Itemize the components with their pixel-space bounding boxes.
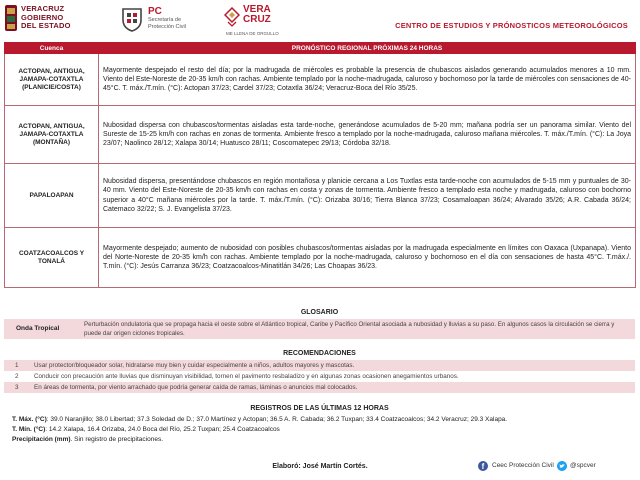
pc-logo-mark: PC bbox=[148, 6, 162, 17]
recommendation-number: 3 bbox=[15, 384, 19, 391]
coat-of-arms-icon bbox=[120, 6, 144, 32]
vera-cruz-slogan: ME LLENA DE ORGULLO bbox=[226, 31, 279, 36]
veracruz-emblem-icon bbox=[4, 4, 18, 32]
registro-tmin bbox=[12, 426, 632, 434]
tmax-label: T. Máx. (°C) bbox=[12, 416, 47, 423]
region-forecast: Nubosidad dispersa con chubascos/tormentas aisladas esta tarde-noche, generándose acumulados de 5-20 mm; mañana podría ser un panorama similar. Viento del Sureste de 15-25 km/h con rachas en zonas de tormenta. Ambiente fresco a templado por la noche-madrugada, caluroso mañana miércoles. T. máx./T.mín. (°C): La Joya 23/07; Naolinco 28/12; Xalapa 30/14; Huatusco 28/11; Coscomatepec 29/13; Córdoba 32/18. bbox=[99, 106, 636, 164]
region-name: COATZACOALCOS Y TONALÁ bbox=[5, 228, 99, 288]
forecast-table bbox=[4, 42, 636, 288]
vera-cruz-knot-icon bbox=[224, 7, 240, 27]
tmax-values: : 39.0 Naranjillo; 38.0 Libertad; 37.3 Soledad de D.; 37.0 Martínez y Actopan; 36.5 A. R. Cabada; 36.2 Tuxpan; 33.4 Coatzacoalcos; 34.2 Veracruz; 29.3 Xalapa. bbox=[46, 416, 508, 423]
twitter-handle[interactable]: @spcver bbox=[570, 462, 596, 469]
glosario-title: GLOSARIO bbox=[300, 309, 339, 316]
region-name: PAPALOAPAN bbox=[5, 164, 99, 228]
list-item bbox=[4, 360, 635, 371]
registros-title: REGISTROS DE LAS ÚLTIMAS 12 HORAS bbox=[250, 405, 389, 412]
vera-cruz-logo: VERA CRUZ bbox=[243, 4, 271, 25]
twitter-icon[interactable] bbox=[557, 461, 567, 471]
recommendation-number: 1 bbox=[15, 362, 19, 369]
recommendation-text: Conducir con precaución ante lluvias que disminuyan visibilidad, tornen el pavimento resbaladizo y en algunas zonas ocasionen anegamientos urbanos. bbox=[34, 373, 459, 380]
list-item bbox=[4, 371, 635, 382]
tmin-label: T. Mín. (°C) bbox=[12, 426, 46, 433]
region-name: ACTOPAN, ANTIGUA, JAMAPA-COTAXTLA (PLANICIE/COSTA) bbox=[5, 54, 99, 106]
column-header-forecast: PRONÓSTICO REGIONAL PRÓXIMAS 24 HORAS bbox=[99, 43, 636, 54]
facebook-handle[interactable]: Ceec Protección Civil bbox=[492, 462, 554, 469]
center-title: CENTRO DE ESTUDIOS Y PRÓNOSTICOS METEOROLÓGICOS bbox=[395, 21, 628, 30]
region-forecast: Mayormente despejado el resto del día; por la madrugada de miércoles es probable la presencia de chubascos aislados generando acumulados menores a 10 mm. Viento del Este-Noreste de 20-35 km/h con rachas. Ambiente templado por la noche-madrugada, caluroso y bochornoso por la tarde de miércoles con sensaciones de 40-45°C. T. máx./T.mín. (°C): Actopan 37/23; Cardel 37/23; Cotaxtla 36/24; Veracruz-Boca del Río 35/25. bbox=[99, 54, 636, 106]
region-forecast: Nubosidad dispersa, presentándose chubascos en región montañosa y planicie cercana a Los Tuxtlas esta tarde-noche con acumulados de 5-15 mm y puntuales de 30-40 mm. Viento del Este-Noreste de 20-35 km/h con rachas en costa y zonas de tormenta. Ambiente fresco a templado esta noche y madrugada, caluroso con bochorno superior a 40°C mañana miércoles por la tarde. T. máx./T.mín. (°C): Orizaba 30/16; Tierra Blanca 37/23; Cosamaloapan 36/24; Alvarado 35/26; A.R. Cabada 36/24; Catemaco 32/22; S. J. Evangelista 37/23. bbox=[99, 164, 636, 228]
recommendation-text: Usar protector/bloqueador solar, hidratarse muy bien y cuidar especialmente a niños, adultos mayores y mascotas. bbox=[34, 362, 355, 369]
region-forecast: Mayormente despejado; aumento de nubosidad con posibles chubascos/tormentas aisladas por la madrugada especialmente en límites con Oaxaca (Uxpanapa). Viento del Norte-Noreste de 20-35 km/h con rachas. Ambiente templado por la noche-madrugada, caluroso y bochornoso en el día con sensaciones de hasta 45°C. T.máx./. T.mín. (°C): Jesús Carranza 36/23; Coatzacoalcos-Minatitlán 34/26; Las Choapas 36/23. bbox=[99, 228, 636, 288]
report-header bbox=[0, 0, 640, 40]
glosario-definition: Perturbación ondulatoria que se propaga hacia el oeste sobre el Atlántico tropical, Caribe y Pacífico Oriental asociada a nubosidad y lluvias a su paso. En algunos casos la circulación se cierra y puede dar origen ciclones tropicales. bbox=[84, 321, 615, 337]
table-row bbox=[5, 164, 636, 228]
column-header-cuenca: Cuenca bbox=[5, 43, 99, 54]
registro-precipitacion bbox=[12, 436, 632, 444]
table-row bbox=[5, 54, 636, 106]
recomendaciones-title: RECOMENDACIONES bbox=[283, 350, 356, 357]
recommendation-number: 2 bbox=[15, 373, 19, 380]
recommendation-text: En áreas de tormenta, por viento arrachado que podría generar caída de ramas, láminas o anuncios mal colocados. bbox=[34, 384, 358, 391]
author-credit: Elaboró: José Martín Cortés. bbox=[272, 463, 368, 470]
veracruz-government-logo: VERACRUZ GOBIERNO DEL ESTADO bbox=[21, 4, 71, 30]
region-name: ACTOPAN, ANTIGUA, JAMAPA-COTAXTLA (MONTAÑA) bbox=[5, 106, 99, 164]
list-item bbox=[4, 382, 635, 393]
tmin-values: : 14.2 Xalapa, 16.4 Orizaba, 24.0 Boca del Río, 25.2 Tuxpan; 25.4 Coatzacoalcos bbox=[45, 426, 280, 433]
forecast-table-header bbox=[5, 43, 636, 54]
table-row bbox=[5, 106, 636, 164]
precip-values: . Sin registro de precipitaciones. bbox=[70, 436, 164, 443]
precip-label: Precipitación (mm) bbox=[12, 436, 71, 443]
glosario-term: Onda Tropical bbox=[16, 325, 60, 332]
registro-tmax bbox=[12, 416, 632, 424]
pc-logo-subtitle: Secretaría de Protección Civil bbox=[148, 17, 186, 30]
facebook-icon[interactable]: f bbox=[478, 461, 488, 471]
table-row bbox=[5, 228, 636, 288]
proteccion-civil-logo bbox=[148, 6, 186, 31]
